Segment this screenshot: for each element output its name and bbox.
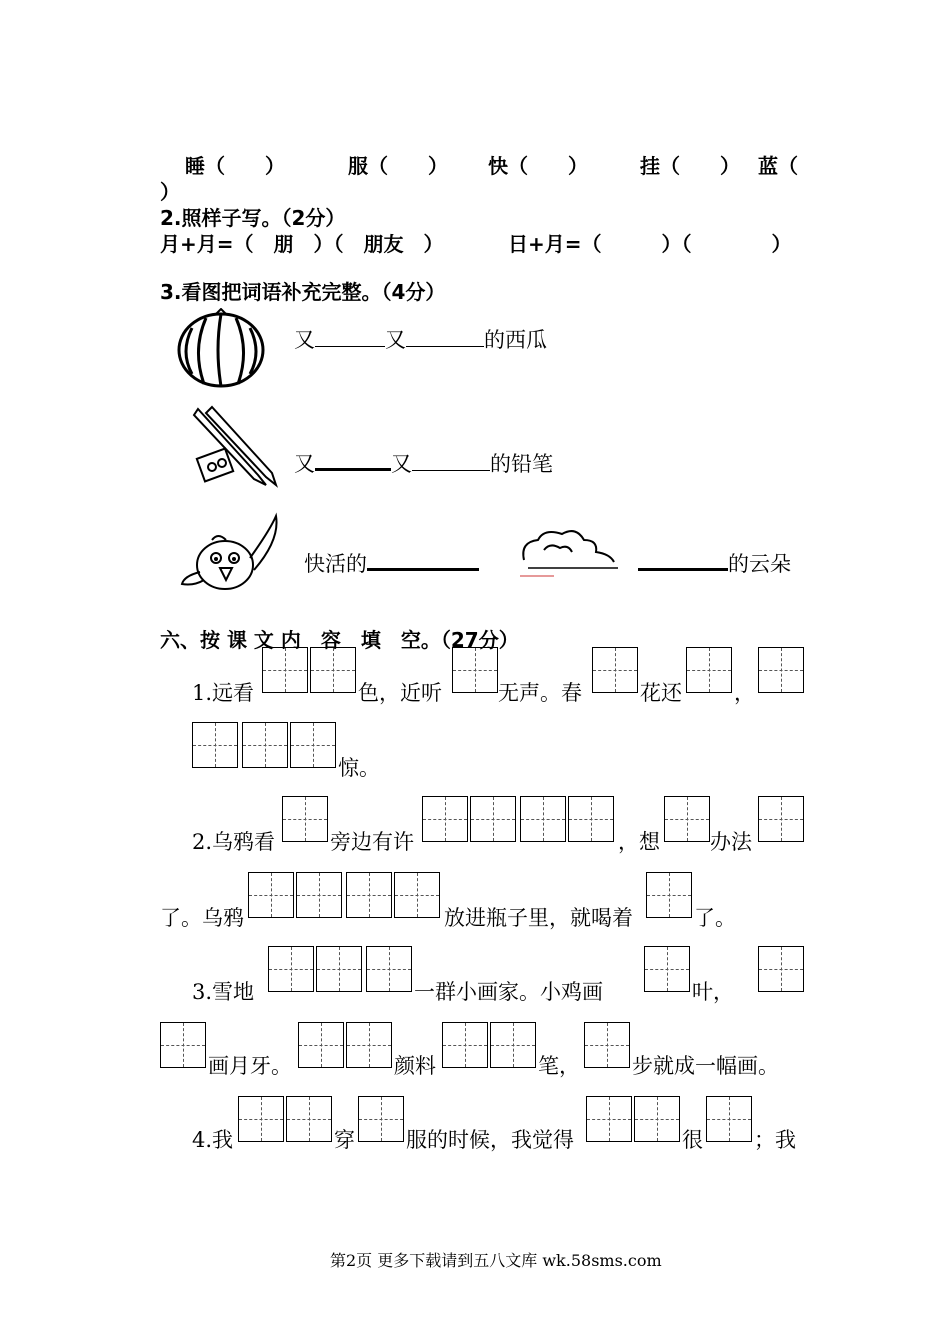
char-box[interactable] [268,946,314,992]
bird-line [304,548,479,578]
char-box[interactable] [664,796,710,842]
q3-text-e: 颜料 [394,1054,436,1078]
char-box[interactable] [644,946,690,992]
q4-text-d: 很 [682,1128,703,1152]
char-box[interactable] [358,1096,404,1142]
char-box[interactable] [758,946,804,992]
section-6-title: 六、按 课 文 内 容 填 空。（27分） [160,628,519,652]
q4-text-b: 穿 [334,1128,355,1152]
q1-text-f: 惊。 [338,756,380,780]
char-box[interactable] [310,647,356,693]
char-box[interactable] [316,946,362,992]
page-footer: 第2页 更多下载请到五八文库 wk.58sms.com [330,1251,662,1270]
q2-text-e: 了。乌鸦 [160,906,244,930]
q3-text-g: 步就成一幅画。 [632,1054,779,1078]
char-box[interactable] [262,647,308,693]
char-box[interactable] [282,796,328,842]
q3-text-d: 画月牙。 [208,1054,292,1078]
q3-text-a: 3.雪地 [192,980,255,1004]
char-box[interactable] [160,1022,206,1068]
cloud-line [638,548,791,578]
char-box[interactable] [758,796,804,842]
q3-text-b: 一群小画家。小鸡画 [414,980,603,1004]
char-box[interactable] [346,1022,392,1068]
watermelon-tail: 的西瓜 [484,328,547,352]
watermelon-blank-2[interactable] [406,326,484,347]
q4-text-e: ；我 [754,1128,796,1152]
q1-text-e: ， [734,681,755,705]
q2-text-c: ，想 [618,830,660,854]
bird-icon [180,510,285,600]
q1-text-a: 1.远看 [192,681,255,705]
char-box[interactable] [634,1096,680,1142]
char-box[interactable] [646,872,692,918]
section-2-example: 月+月=（ 朋 ）（ 朋友 ） [160,232,444,256]
watermelon-icon [176,308,266,388]
bird-blank[interactable] [367,548,479,571]
char-box[interactable] [706,1096,752,1142]
watermelon-blank-1[interactable] [315,326,385,347]
q2-text-b: 旁边有许 [330,830,414,854]
char-box[interactable] [442,1022,488,1068]
char-box[interactable] [490,1022,536,1068]
q3-text-c: 叶， [692,980,734,1004]
char-box[interactable] [592,647,638,693]
pencil-blank-2[interactable] [412,450,490,471]
watermelon-you-1: 又 [294,328,315,352]
char-box[interactable] [758,647,804,693]
char-box[interactable] [686,647,732,693]
char-box[interactable] [298,1022,344,1068]
pencil-you-2: 又 [391,452,412,476]
char-box[interactable] [586,1096,632,1142]
section-2-title: 2.照样子写。（2分） [160,206,346,230]
watermelon-you-2: 又 [385,328,406,352]
q4-text-c: 服的时候，我觉得 [406,1128,574,1152]
q4-text-a: 4.我 [192,1128,234,1152]
q2-text-g: 了。 [694,906,736,930]
pencil-blank-1[interactable] [315,448,391,471]
char-box[interactable] [394,872,440,918]
section-3-title: 3.看图把词语补充完整。（4分） [160,280,446,304]
char-box[interactable] [238,1096,284,1142]
q1-text-c: 无声。春 [498,681,582,705]
fill-item-wrap: ） [160,180,180,204]
q3-text-f: 笔， [538,1054,580,1078]
char-box[interactable] [248,872,294,918]
q1-text-b: 色，近听 [358,681,442,705]
pencil-icon [188,405,278,490]
char-box[interactable] [584,1022,630,1068]
q2-text-d: 办法 [710,830,752,854]
cloud-tail: 的云朵 [728,552,791,576]
fill-item-4: 挂（ ） [640,154,740,178]
fill-item-2: 服（ ） [348,154,448,178]
pencil-line [294,448,553,478]
fill-item-5: 蓝（ [758,154,798,178]
char-box[interactable] [346,872,392,918]
pencil-you-1: 又 [294,452,315,476]
char-box[interactable] [452,647,498,693]
char-box[interactable] [366,946,412,992]
char-box[interactable] [422,796,468,842]
pencil-tail: 的铅笔 [490,452,553,476]
char-box[interactable] [286,1096,332,1142]
q2-text-f: 放进瓶子里，就喝着 [444,906,633,930]
char-box[interactable] [296,872,342,918]
char-box[interactable] [568,796,614,842]
q1-text-d: 花还 [640,681,682,705]
bird-head: 快活的 [304,552,367,576]
watermelon-line [294,324,547,354]
fill-item-3: 快（ ） [488,154,588,178]
fill-item-1: 睡（ ） [185,154,285,178]
q2-text-a: 2.乌鸦看 [192,830,276,854]
section-2-task: 日+月=（ ）（ ） [508,232,792,256]
char-box[interactable] [470,796,516,842]
char-box[interactable] [520,796,566,842]
cloud-icon [514,524,624,584]
char-box[interactable] [192,722,238,768]
char-box[interactable] [290,722,336,768]
char-box[interactable] [242,722,288,768]
cloud-blank[interactable] [638,548,728,571]
